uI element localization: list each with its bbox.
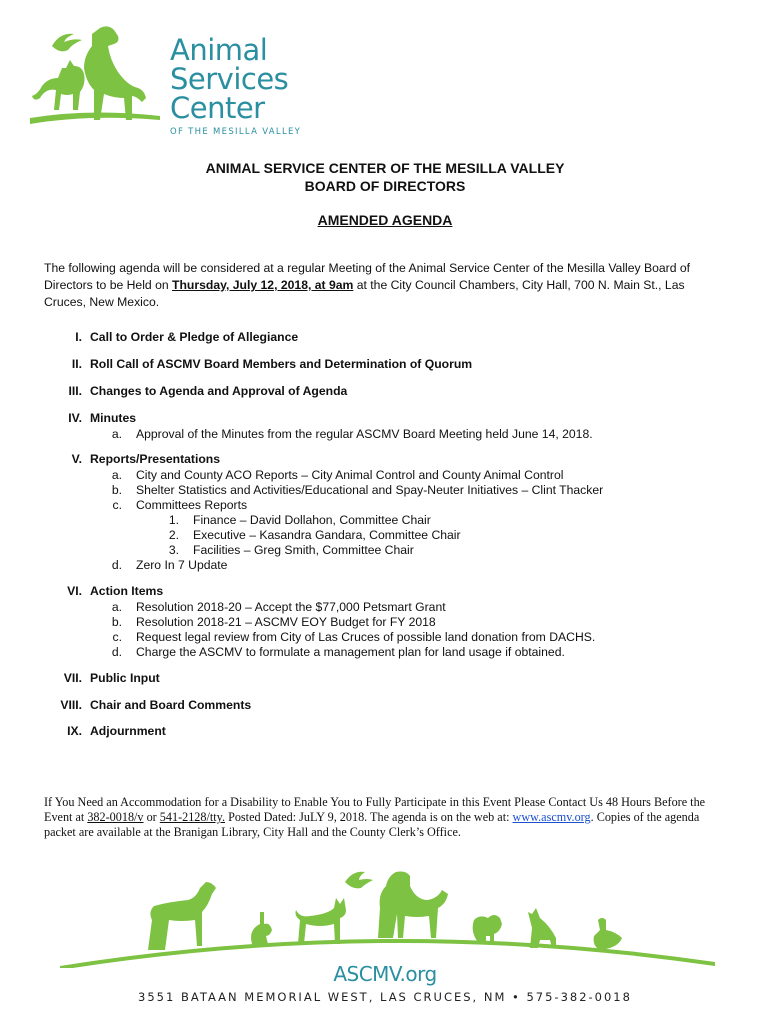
note-text: or bbox=[143, 810, 160, 824]
section-number: II. bbox=[71, 357, 82, 371]
intro-paragraph bbox=[44, 260, 724, 311]
item-number: 1. bbox=[168, 513, 179, 527]
note-text: . Copies of the agenda packet are available at the Branigan Library, City Hall and the County Clerk’s Office. bbox=[44, 810, 700, 839]
item-text: Shelter Statistics and Activities/Educational and Spay-Neuter Initiatives – Clint Thacker bbox=[136, 483, 604, 497]
accommodation-note bbox=[44, 795, 724, 840]
animal-silhouettes-icon bbox=[0, 858, 770, 968]
logo bbox=[20, 18, 320, 137]
logo-line: Services bbox=[170, 62, 289, 96]
section-heading: Reports/Presentations bbox=[90, 452, 221, 466]
footer-address: 3551 BATAAN MEMORIAL WEST, LAS CRUCES, NM • 575-382-0018 bbox=[138, 990, 632, 1004]
logo-subtitle: OF THE MESILLA VALLEY bbox=[170, 127, 302, 137]
item-letter: a. bbox=[111, 468, 122, 482]
item-number: 3. bbox=[168, 543, 179, 557]
logo-line: Animal bbox=[170, 33, 268, 67]
meeting-date: Thursday, July 12, 2018, at 9am bbox=[172, 278, 354, 292]
section-heading: Minutes bbox=[90, 411, 137, 425]
item-text: Executive – Kasandra Gandara, Committee Chair bbox=[193, 528, 461, 542]
intro-text: The following agenda will be considered at a regular Meeting of the Animal Service Center of the Mesilla Valley Board of Directors to be Held on bbox=[44, 261, 691, 292]
section-number: VI. bbox=[67, 584, 82, 598]
section-heading: Changes to Agenda and Approval of Agenda bbox=[90, 384, 348, 398]
item-letter: a. bbox=[111, 427, 122, 441]
section-number: I. bbox=[75, 330, 82, 344]
item-letter: c. bbox=[112, 498, 122, 512]
section-number: III. bbox=[68, 384, 82, 398]
section-number: IX. bbox=[67, 724, 82, 738]
section-number: VIII. bbox=[60, 698, 82, 712]
item-letter: a. bbox=[111, 600, 122, 614]
agenda-heading: AMENDED AGENDA bbox=[317, 212, 453, 228]
section-heading: Roll Call of ASCMV Board Members and Determination of Quorum bbox=[90, 357, 473, 371]
item-letter: d. bbox=[111, 645, 122, 659]
item-text: Resolution 2018-20 – Accept the $77,000 Petsmart Grant bbox=[136, 600, 446, 614]
section-number: V. bbox=[71, 452, 82, 466]
section-heading: Public Input bbox=[90, 671, 160, 685]
phone-tty: 541-2128/tty. bbox=[159, 810, 226, 824]
item-text: Facilities – Greg Smith, Committee Chair bbox=[193, 543, 414, 557]
website-link[interactable]: www.ascmv.org bbox=[512, 810, 591, 824]
item-text: Approval of the Minutes from the regular ASCMV Board Meeting held June 14, 2018. bbox=[136, 427, 593, 441]
logo-line: Center bbox=[170, 91, 265, 125]
item-text: Charge the ASCMV to formulate a management plan for land usage if obtained. bbox=[136, 645, 565, 659]
document-title: ANIMAL SERVICE CENTER OF THE MESILLA VALLEY bbox=[205, 160, 565, 176]
note-text: If You Need an Accommodation for a Disability to Enable You to Fully Participate in this Event Please Contact Us 48 Hours Before the Event at bbox=[44, 795, 706, 824]
item-text: Committees Reports bbox=[136, 498, 248, 512]
document-subtitle: BOARD OF DIRECTORS bbox=[304, 178, 466, 194]
section-heading: Call to Order & Pledge of Allegiance bbox=[90, 330, 299, 344]
item-text: City and County ACO Reports – City Animal Control and County Animal Control bbox=[136, 468, 564, 482]
item-letter: c. bbox=[112, 630, 122, 644]
intro-text: at the City Council Chambers, City Hall, 700 N. Main St., Las Cruces, New Mexico. bbox=[44, 278, 685, 309]
item-number: 2. bbox=[168, 528, 179, 542]
item-letter: d. bbox=[111, 558, 122, 572]
note-text: Posted Dated: JuLY 9, 2018. The agenda is on the web at: bbox=[225, 810, 513, 824]
item-text: Finance – David Dollahon, Committee Chair bbox=[193, 513, 431, 527]
item-letter: b. bbox=[111, 615, 122, 629]
item-text: Zero In 7 Update bbox=[136, 558, 228, 572]
footer-website[interactable]: ASCMV.org bbox=[333, 962, 437, 986]
section-number: VII. bbox=[63, 671, 82, 685]
item-text: Resolution 2018-21 – ASCMV EOY Budget for FY 2018 bbox=[136, 615, 436, 629]
section-heading: Action Items bbox=[90, 584, 164, 598]
section-heading: Chair and Board Comments bbox=[90, 698, 252, 712]
logo-wordmark bbox=[170, 33, 289, 125]
item-letter: b. bbox=[111, 483, 122, 497]
section-heading: Adjournment bbox=[90, 724, 166, 738]
section-number: IV. bbox=[68, 411, 82, 425]
phone-voice: 382-0018/v bbox=[87, 810, 144, 824]
item-text: Request legal review from City of Las Cruces of possible land donation from DACHS. bbox=[136, 630, 596, 644]
animals-logo-icon bbox=[20, 18, 170, 130]
